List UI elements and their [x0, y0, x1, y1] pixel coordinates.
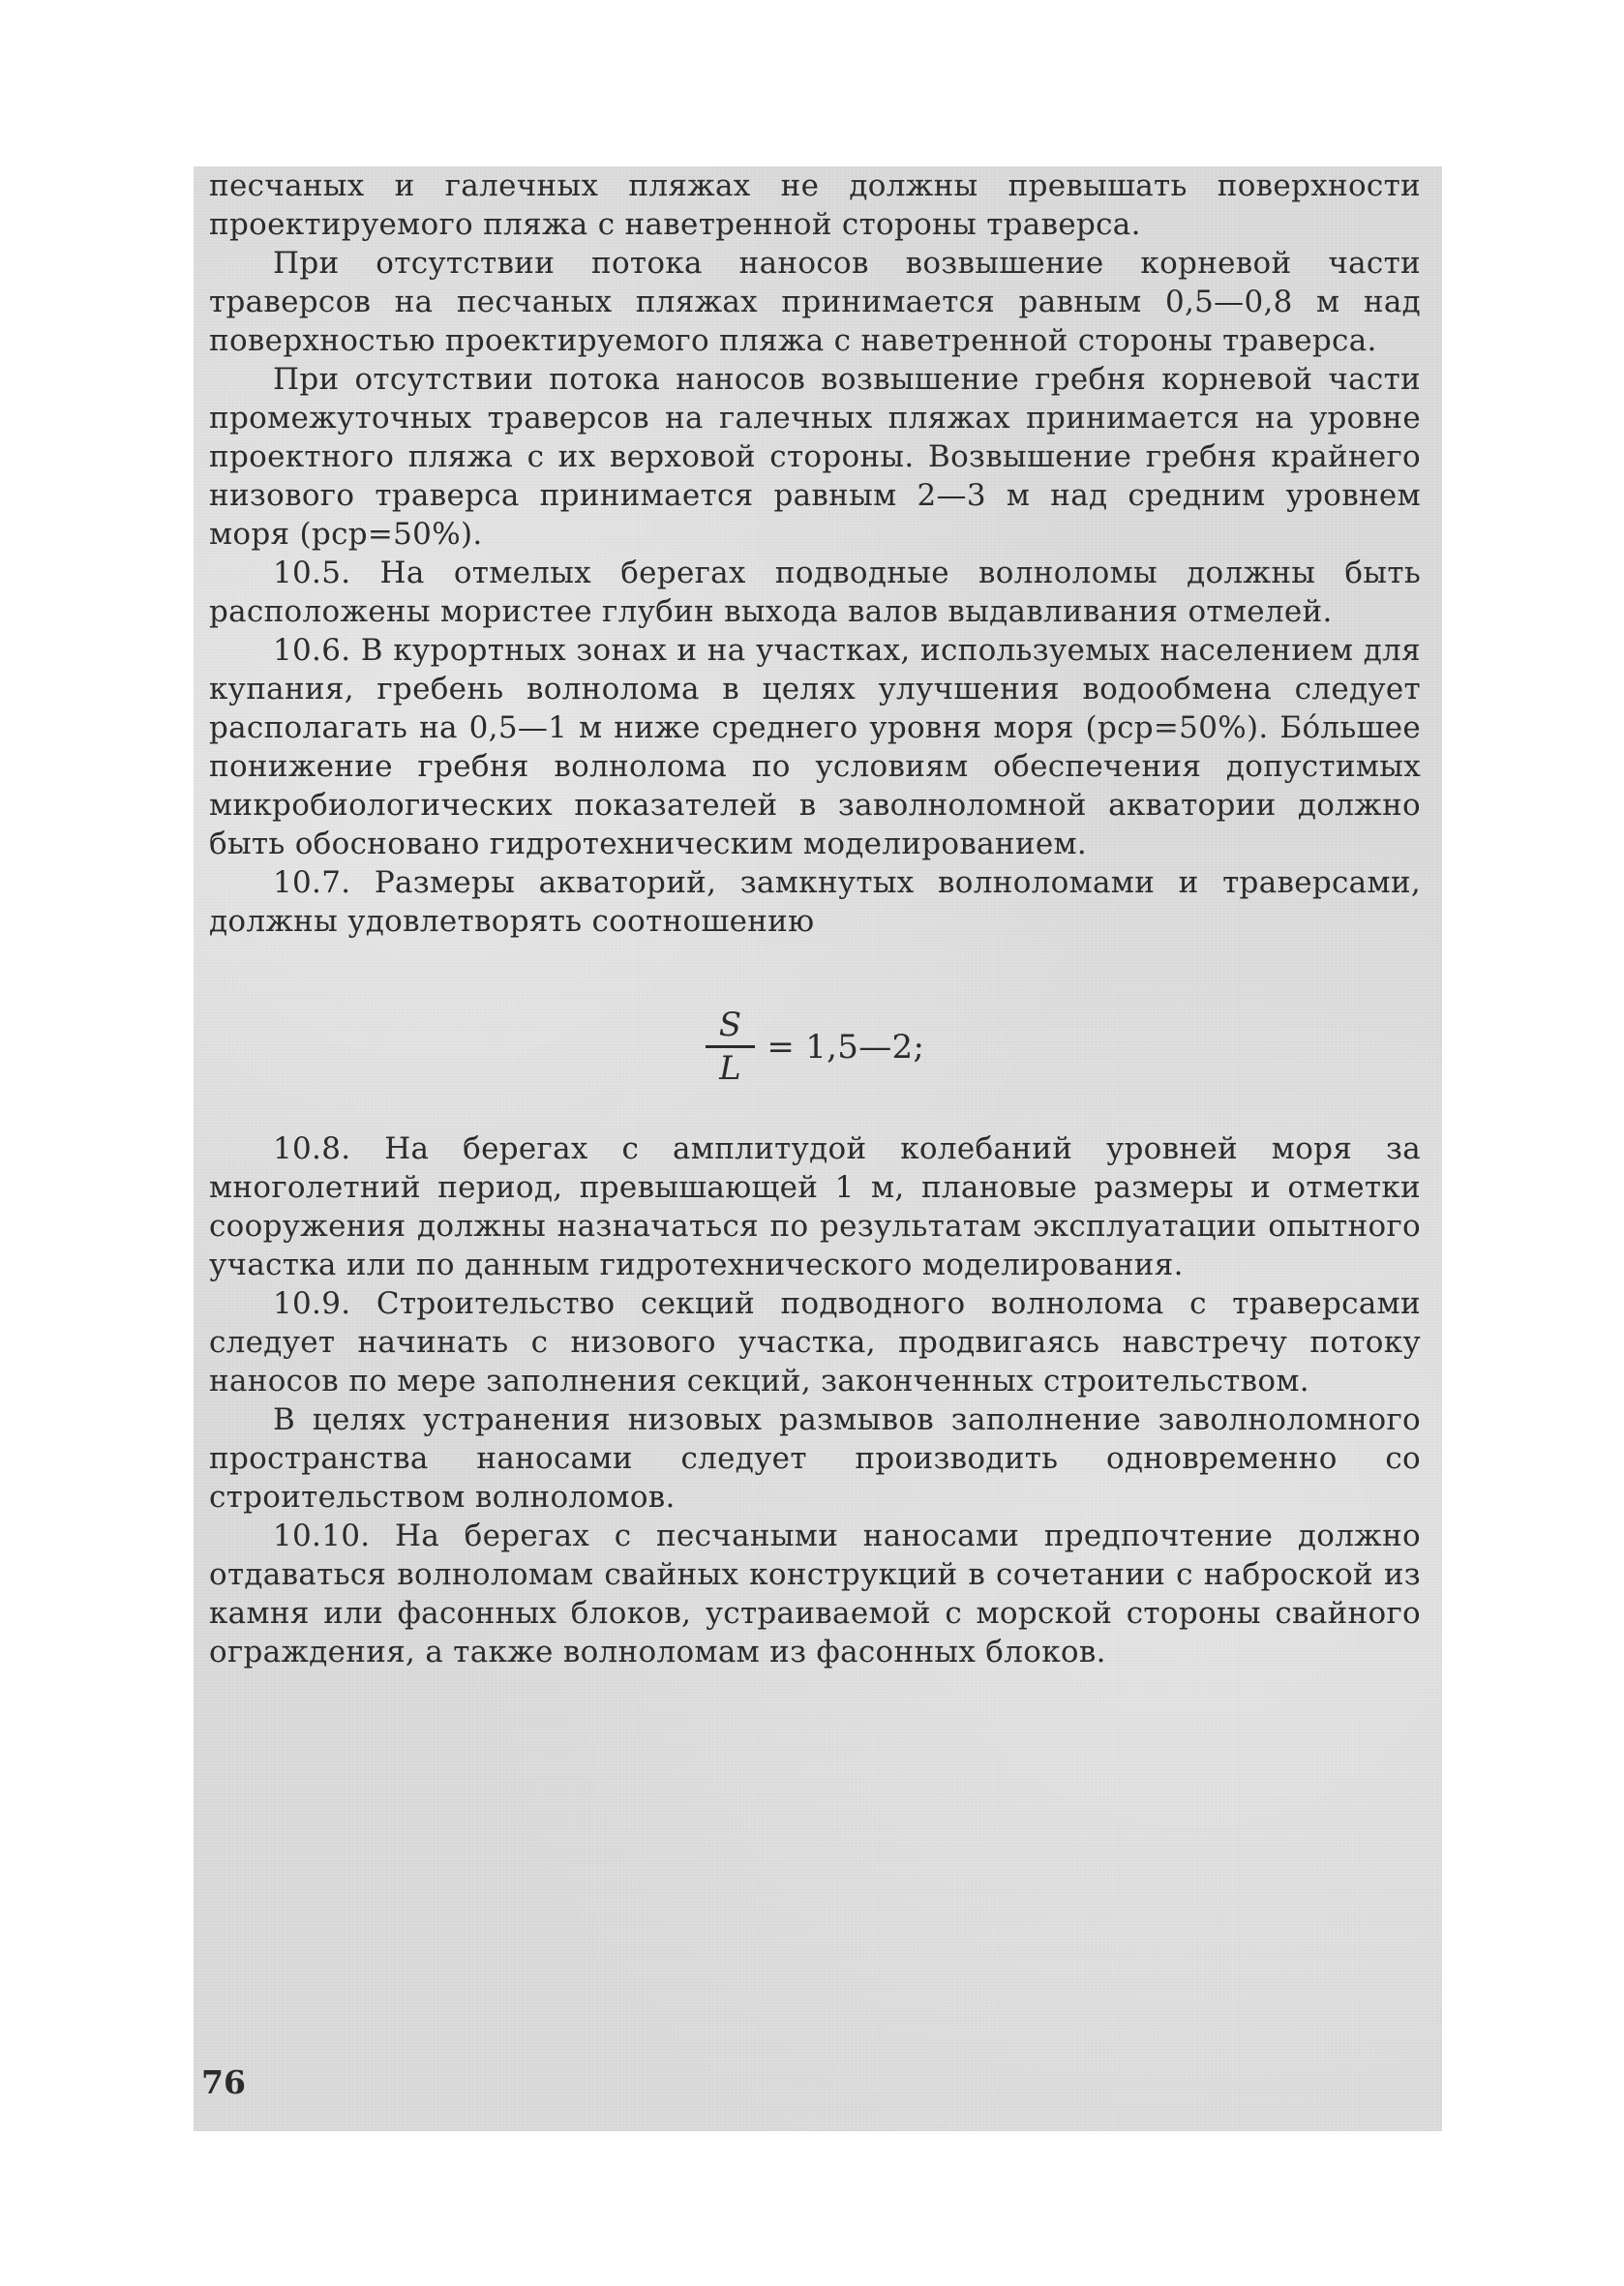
- paragraph: песчаных и галечных пляжах не должны превышать поверхности проектируемого пляжа с наветренной стороны траверса.: [209, 168, 1421, 242]
- paragraph-10-6: 10.6. В курортных зонах и на участках, используемых населением для купания, гребень волнолома в целях улучшения водообмена следует располагать на 0,5—1 м ниже среднего уровня моря (pср=50%). Бо́льшее понижение гребня волнолома по условиям обеспечения допустимых микробиологических показателей в заволноломной акватории должно быть обосновано гидротехническим моделированием.: [209, 633, 1421, 861]
- paragraph-10-5: 10.5. На отмелых берегах подводные волноломы должны быть расположены мористее глубин выхода валов выдавливания отмелей.: [209, 556, 1421, 629]
- paragraph-10-10: 10.10. На берегах с песчаными наносами предпочтение должно отдаваться волноломам свайных конструкций в сочетании с наброской из камня или фасонных блоков, устраиваемой с морской стороны свайного ограждения, а также волноломам из фасонных блоков.: [209, 1519, 1421, 1669]
- paragraph: При отсутствии потока наносов возвышение корневой части траверсов на песчаных пляжах принимается равным 0,5—0,8 м над поверхностью проектируемого пляжа с наветренной стороны траверса.: [209, 246, 1421, 358]
- paragraph-10-8: 10.8. На берегах с амплитудой колебаний уровней моря за многолетний период, превышающей 1 м, плановые размеры и отметки сооружения должны назначаться по результатам эксплуатации опытного участка или по данным гидротехнического моделирования.: [209, 1131, 1421, 1282]
- paragraph: В целях устранения низовых размывов заполнение заволноломного пространства наносами следует производить одновременно со строительством волноломов.: [209, 1402, 1421, 1515]
- formula: [209, 1007, 1421, 1087]
- formula-numerator: S: [706, 1007, 756, 1048]
- paragraph: При отсутствии потока наносов возвышение гребня корневой части промежуточных траверсов на галечных пляжах принимается на уровне проектного пляжа с их верховой стороны. Возвышение гребня крайнего низового траверса принимается равным 2—3 м над средним уровнем моря (pср=50%).: [209, 362, 1421, 552]
- formula-fraction: [706, 1007, 756, 1087]
- page-text: [209, 166, 1421, 1671]
- formula-denominator: L: [719, 1049, 741, 1088]
- formula-right-side: = 1,5—2;: [767, 1027, 925, 1067]
- paragraph-10-9: 10.9. Строительство секций подводного волнолома с траверсами следует начинать с низового участка, продвигаясь навстречу потоку наносов по мере заполнения секций, законченных строительством.: [209, 1286, 1421, 1399]
- paragraph-10-7: 10.7. Размеры акваторий, замкнутых волноломами и траверсами, должны удовлетворять соотношению: [209, 865, 1421, 939]
- page-number: 76: [201, 2063, 246, 2101]
